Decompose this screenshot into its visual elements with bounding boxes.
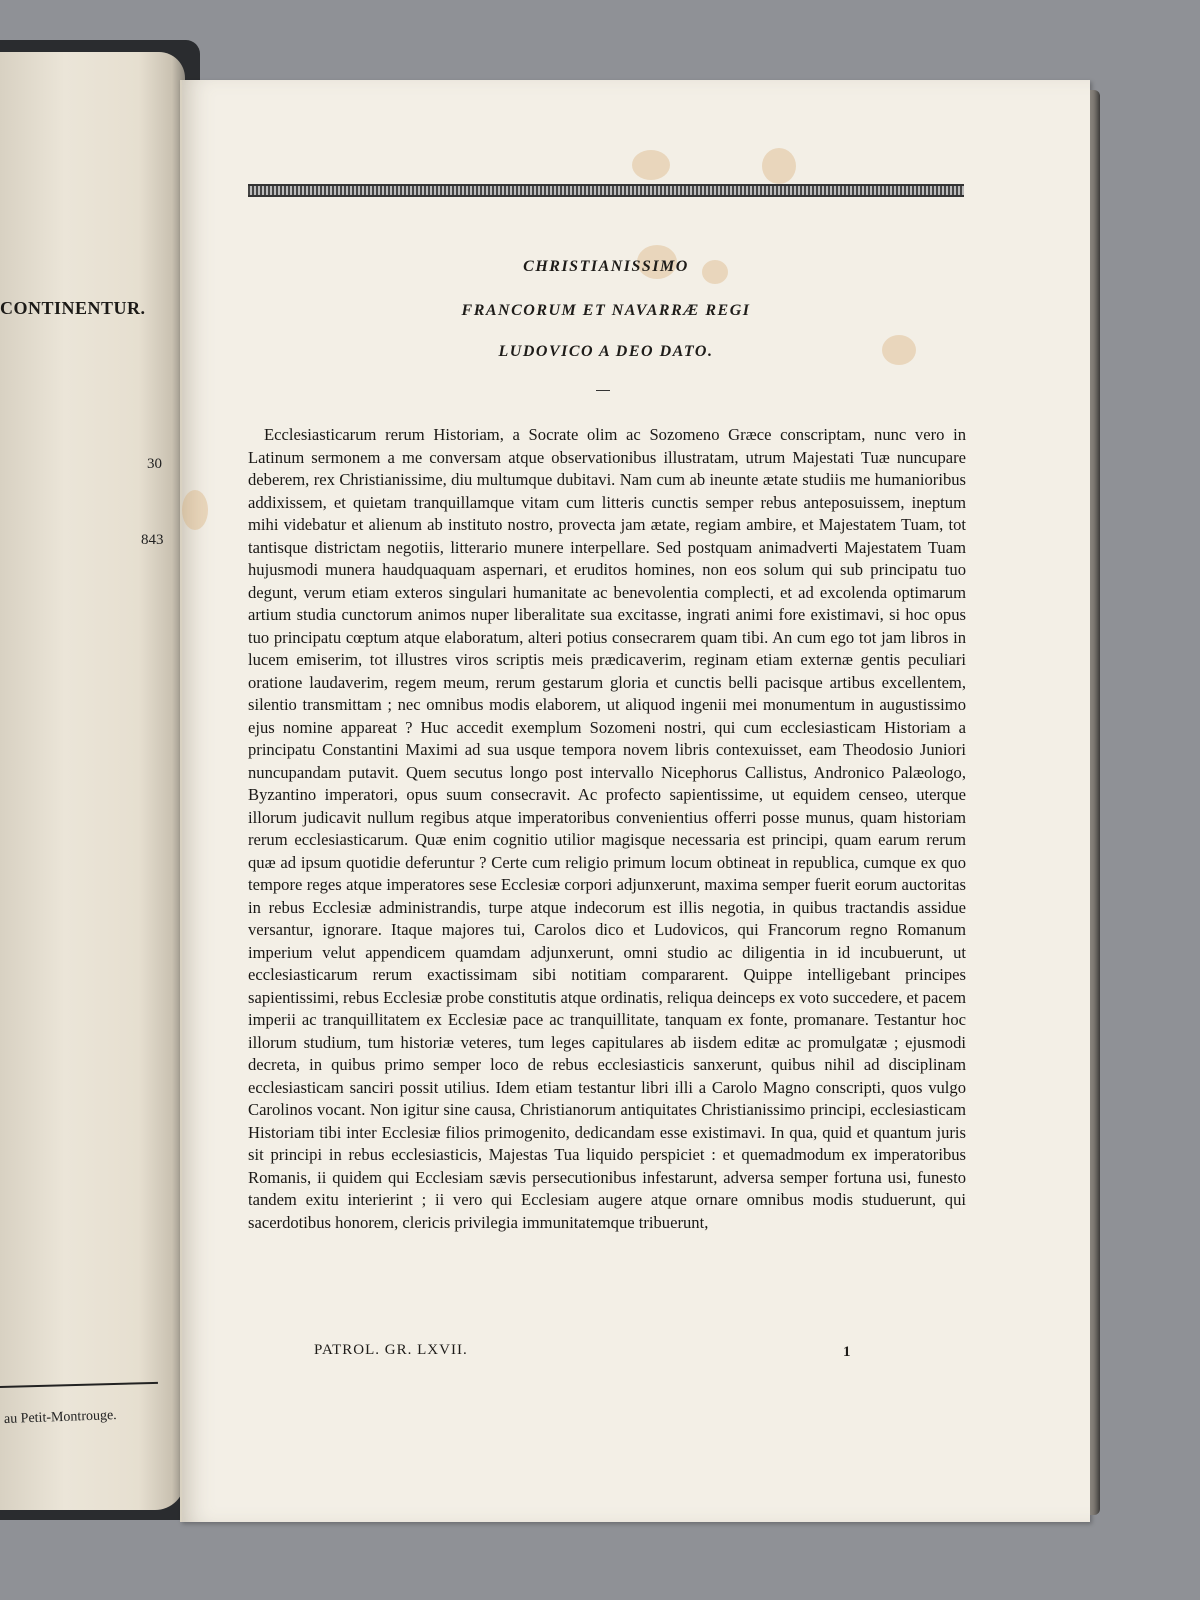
- dedication-line-2: FRANCORUM ET NAVARRÆ REGI: [461, 302, 751, 319]
- dedication-body-text: Ecclesiasticarum rerum Historiam, a Socrate olim ac Sozomeno Græce conscriptam, nunc vero in Latinum sermonem a me conversam atque observationibus illustratam, utrum Majestati Tuæ nuncupare deberem, rex Christianissime, diu multumque dubitavi. Nam cum ab ineunte ætate studiis me humanioribus addixissem, et quietam tranquillamque vitam cum litteris cunctis semper rebus anteposuissem, ineptum mihi videbatur et alienum ab instituto nostro, provecta jam ætate, regiam ambire, et Majestatem Tuam, tot tantisque districtam negotiis, litterario munere interpellare. Sed postquam animadverti Majestatem Tuam hujusmodi munera haudquaquam aspernari, et eruditos homines, non eos solum qui sub principatu tuo degunt, verum etiam exteros singulari humanitate ac benevolentia complecti, et ad excolenda optimarum artium studia cunctorum animos nuper liberalitate sua excitasse, ingrati animi fore existimavi, si hoc opus tuo principatu cœptum atque elaboratum, alteri potius consecrarem quam tibi. An cum ego tot jam libros in lucem emiserim, tot illustres viros scriptis meis prædicaverim, reginam etiam externæ gentis peculiari oratione laudaverim, regem meum, rerum gestarum gloria et cunctis belli pacisque artibus excellentem, silentio transmittam ; nec omnibus modis elaborem, ut aliquod ingenii mei monumentum in augustissimo ejus nomine appareat ? Huc accedit exemplum Sozomeni nostri, qui cum ecclesiasticam Historiam a principatu Constantini Maximi ad sua usque tempora novem libris contexuisset, eam Theodosio Juniori nuncupandam putavit. Quem secutus longo post intervallo Nicephorus Callistus, Andronico Palæologo, Byzantino imperatori, opus suum consecravit. Ac profecto sapientissime, ut equidem censeo, uterque illorum judicavit nullum regibus atque imperatoribus convenientius offerri posse munus, quam historiam rerum ecclesiasticarum. Quæ enim cognitio utilior magisque necessaria est principi, quam earum rerum quæ ad ipsum quotidie deferuntur ? Certe cum religio primum locum obtineat in republica, cumque ex quo tempore reges atque imperatores sese Ecclesiæ corpori adjunxerunt, maxima semper fuerit eorum auctoritas in rebus Ecclesiæ administrandis, turpe atque indecorum est illis negotia, in quibus tractandis assidue versantur, ignorare. Itaque majores tui, Carolos dico et Ludovicos, qui Francorum regno Romanum imperium velut appendicem quamdam adjunxerunt, omni studio ac diligentia in id incubuerunt, ut ecclesiasticarum rerum exactissimam sibi notitiam compararent. Quippe intelligebant principes sapientissimi, rebus Ecclesiæ probe constitutis atque ordinatis, reliqua deinceps ex voto succedere, et pacem imperii ac tranquillitatem ex Ecclesiæ pace ac tranquillitate, tanquam ex fonte, promanare. Testantur hoc illorum studium, tum historiæ veteres, tum leges capitulares ab iisdem editæ ac promulgatæ ; ejusmodi decreta, in quibus primo semper loco de rebus ecclesiasticis sanxerunt, quibus nihil ad disciplinam ecclesiasticam sanciri possit utilius. Idem etiam testantur libri illi a Carolo Magno conscripti, quos vulgo Carolinos vocant. Non igitur sine causa, Christianorum antiquitates Christianissimo principi, ecclesiasticam Historiam tibi inter Ecclesiæ filios primogenito, dedicandam esse existimavi. In qua, quid et quantum juris sit principi in rebus ecclesiasticis, Majestas Tua liquido perspiciet : et quemadmodum ex imperatoribus Romanis, ii quidem qui Ecclesiam sævis persecutionibus infestarunt, adversa semper fortuna usi, funesto tandem exitu interierint ; ii vero qui Ecclesiam augere atque ornare omnibus modis studuerunt, qui sacerdotibus honorem, clericis privilegia immunitatemque tribuerunt,: [248, 425, 966, 1232]
- foxing-stain: [182, 490, 208, 530]
- left-page-rule: [0, 1382, 158, 1388]
- dedication-line-1: CHRISTIANISSIMO: [523, 258, 689, 275]
- left-page-number-843: 843: [141, 532, 164, 548]
- reverse-side-show-through: [240, 126, 975, 431]
- left-page-imprint-footer: au Petit-Montrouge.: [3, 1408, 117, 1427]
- left-page-number-30: 30: [147, 456, 162, 472]
- footer-page-number: 1: [843, 1344, 851, 1360]
- left-page: [0, 52, 185, 1510]
- ornamental-top-rule: [248, 184, 964, 197]
- dedication-line-3: LUDOVICO A DEO DATO.: [498, 343, 714, 360]
- dedication-divider: [596, 390, 610, 391]
- footer-series-signature: PATROL. GR. LXVII.: [314, 1342, 468, 1358]
- left-page-heading-fragment: CONTINENTUR.: [0, 298, 146, 318]
